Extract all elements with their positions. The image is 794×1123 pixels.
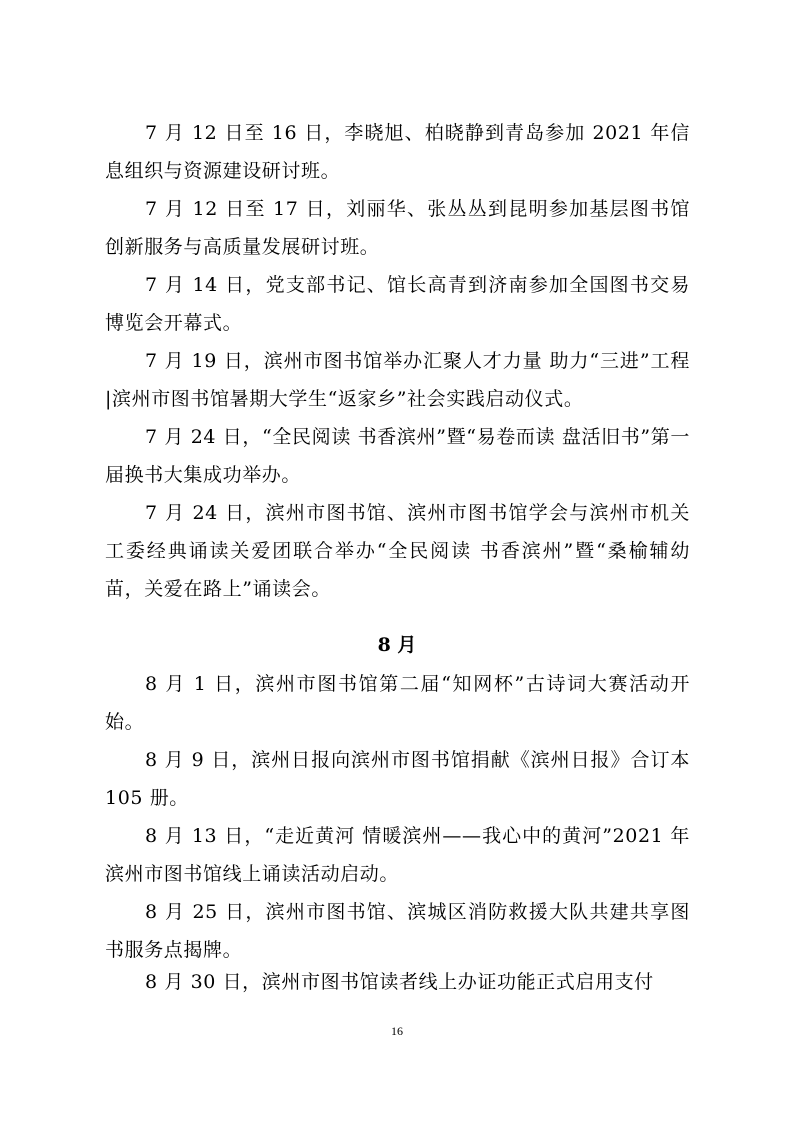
paragraph-jul-12-16: 7 月 12 日至 16 日，李晓旭、柏晓静到青岛参加 2021 年信息组织与资源建设研讨班。 [105, 122, 690, 182]
paragraph-jul-14: 7 月 14 日，党支部书记、馆长高青到济南参加全国图书交易博览会开幕式。 [105, 274, 690, 334]
paragraph-aug-25: 8 月 25 日，滨州市图书馆、滨城区消防救援大队共建共享图书服务点揭牌。 [105, 901, 690, 961]
paragraph-aug-13: 8 月 13 日，“走近黄河 情暖滨州——我心中的黄河”2021 年滨州市图书馆线上诵读活动启动。 [105, 825, 690, 885]
section-heading-august: 8 月 [377, 634, 417, 656]
paragraph-aug-9: 8 月 9 日，滨州日报向滨州市图书馆捐献《滨州日报》合订本 105 册。 [105, 749, 690, 809]
paragraph-jul-12-17: 7 月 12 日至 17 日，刘丽华、张丛丛到昆明参加基层图书馆创新服务与高质量发展研讨班。 [105, 198, 690, 258]
paragraph-aug-1: 8 月 1 日，滨州市图书馆第二届“知网杯”古诗词大赛活动开始。 [105, 673, 690, 733]
paragraph-jul-19: 7 月 19 日，滨州市图书馆举办汇聚人才力量 助力“三进”工程 |滨州市图书馆暑期大学生“返家乡”社会实践启动仪式。 [105, 350, 690, 410]
paragraph-jul-24-b: 7 月 24 日，滨州市图书馆、滨州市图书馆学会与滨州市机关工委经典诵读关爱团联合举办“全民阅读 书香滨州”暨“桑榆辅幼苗，关爱在路上”诵读会。 [105, 502, 690, 600]
page-number: 16 [391, 1024, 403, 1038]
paragraph-jul-24-a: 7 月 24 日，“全民阅读 书香滨州”暨“易卷而读 盘活旧书”第一届换书大集成功举办。 [105, 426, 690, 486]
paragraph-aug-30: 8 月 30 日，滨州市图书馆读者线上办证功能正式启用支付 [145, 971, 654, 993]
